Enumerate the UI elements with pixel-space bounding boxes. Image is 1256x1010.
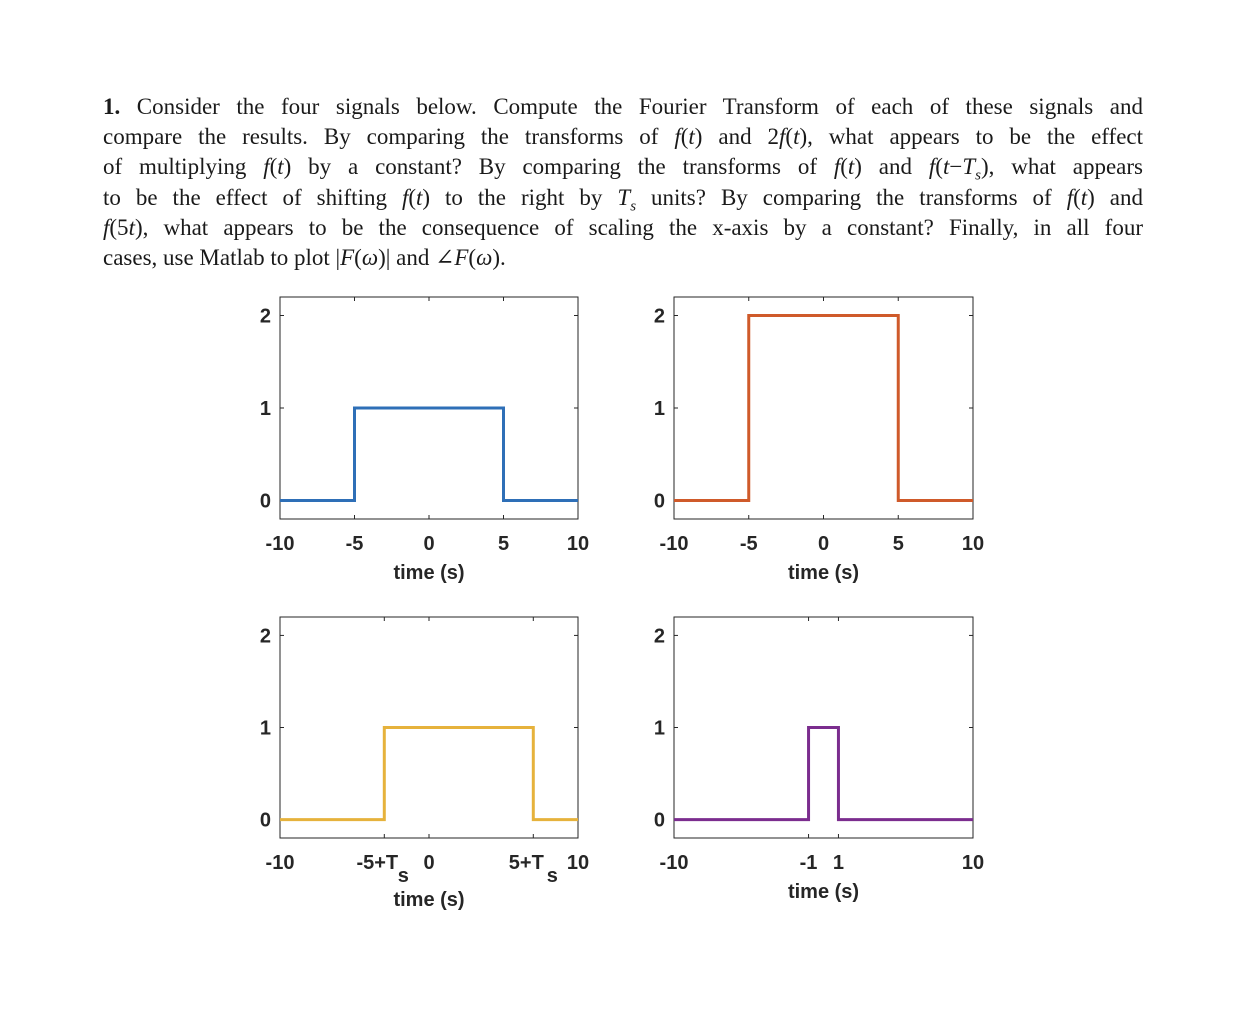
chart-3 [260, 617, 589, 911]
x-axis-label: time (s) [787, 562, 860, 584]
question-text-run: ( [935, 154, 943, 180]
x-tick-label: 5 [892, 533, 904, 555]
math-symbol: f [263, 154, 270, 180]
question-text-run: ) by a constant? By comparing the transforms of [283, 154, 834, 180]
math-symbol: t [847, 154, 855, 180]
x-axis-label: time (s) [393, 562, 465, 584]
x-tick-label: 10 [961, 852, 985, 874]
y-tick-label: 0 [653, 809, 665, 832]
math-symbol: f [674, 124, 681, 150]
question-text-run: )| and ∠ [378, 245, 455, 271]
y-tick-label: 0 [259, 490, 271, 513]
chart-4 [654, 617, 984, 903]
x-axis-label: time (s) [787, 881, 860, 903]
math-symbol: ω [361, 245, 379, 271]
question-text-run: ), what appears [980, 154, 1144, 180]
y-tick-label: 2 [259, 625, 271, 648]
question-text-run: ( [269, 154, 278, 180]
question-text-run: ( [785, 124, 794, 150]
math-symbol: t [793, 124, 800, 150]
x-tick-label: -10 [659, 533, 689, 555]
question-text-run: ( [468, 245, 477, 271]
y-tick-label: 2 [259, 305, 271, 328]
question-text-run: ) to the right by [422, 184, 618, 210]
question-text-run: units? By comparing the transforms of [636, 184, 1067, 210]
math-subscript: s [975, 168, 981, 184]
math-symbol: T [962, 154, 976, 180]
x-tick-label: 10 [961, 533, 985, 555]
x-tick-label: -5+T [356, 852, 399, 874]
x-tick-label: 10 [566, 533, 590, 555]
math-symbol: t [128, 214, 135, 240]
question-number: 1. [103, 94, 121, 119]
question-text-run: ) and [1087, 184, 1143, 210]
math-subscript: s [630, 198, 637, 215]
x-tick-label: 0 [817, 533, 830, 555]
x-tick-subscript: s [546, 865, 558, 887]
chart-1 [260, 297, 589, 584]
question-text-run: ) and [854, 154, 929, 180]
question-text-run: ). [492, 245, 506, 271]
y-tick-label: 2 [653, 305, 665, 328]
math-symbol: t [942, 154, 950, 180]
x-tick-label: 0 [423, 852, 435, 874]
math-symbol: t [416, 184, 423, 210]
question-text-run: of multiplying [103, 154, 264, 180]
x-axis-label: time (s) [393, 889, 465, 911]
chart-2 [654, 297, 984, 584]
y-tick-label: 0 [259, 809, 271, 832]
math-symbol: t [1080, 184, 1088, 210]
math-symbol: t [277, 154, 284, 180]
x-tick-label: 10 [566, 852, 590, 874]
math-symbol: f [833, 154, 841, 180]
question-text-run: ( [1073, 184, 1081, 210]
math-symbol: f [401, 184, 409, 210]
x-tick-subscript: s [397, 865, 409, 887]
x-tick-label: 1 [832, 852, 845, 874]
y-tick-label: 1 [653, 717, 665, 740]
math-symbol: f [103, 214, 110, 240]
question-text-run: ( [840, 154, 848, 180]
question-text-run: ), what appears to be the effect [799, 124, 1144, 150]
math-symbol: F [340, 245, 355, 271]
x-tick-label: -10 [265, 533, 295, 555]
question-text-run: cases, use Matlab to plot | [103, 245, 341, 271]
x-tick-label: -10 [265, 852, 295, 874]
math-symbol: F [454, 245, 469, 271]
question-text-run: ( [680, 124, 689, 150]
x-tick-label: 0 [423, 533, 435, 555]
y-tick-label: 2 [653, 625, 665, 648]
question-text-run: Consider the four signals below. Compute the Fourier Transform of each of these signals and [136, 94, 1143, 119]
question-text-run: ( [408, 184, 417, 210]
x-tick-label: -1 [799, 852, 818, 874]
y-tick-label: 0 [653, 490, 665, 513]
question-text-run: ), what appears to be the consequence of scaling the x-axis by a constant? Finally, in all four [134, 214, 1143, 240]
question-text-run: − [949, 154, 963, 180]
question-text-run: to be the effect of shifting [103, 184, 402, 210]
x-tick-label: -5 [345, 533, 364, 555]
x-tick-label: 5+T [508, 852, 544, 874]
x-tick-label: -10 [659, 852, 689, 874]
question-text-run: ( [354, 245, 362, 271]
plot-frame [674, 297, 973, 519]
y-tick-label: 1 [653, 398, 665, 420]
math-symbol: f [928, 154, 936, 180]
question-text-run: (5 [109, 214, 129, 240]
y-tick-label: 1 [259, 398, 271, 420]
question-text-run: ) and 2 [694, 124, 780, 150]
x-tick-label: -5 [739, 533, 758, 555]
y-tick-label: 1 [259, 717, 271, 740]
question-text-run: compare the results. By comparing the transforms of [103, 124, 675, 150]
math-symbol: T [617, 184, 631, 210]
math-symbol: ω [476, 245, 493, 271]
x-tick-label: 5 [497, 533, 510, 555]
math-symbol: f [1066, 184, 1074, 210]
math-symbol: f [779, 124, 786, 150]
math-symbol: t [688, 124, 695, 150]
